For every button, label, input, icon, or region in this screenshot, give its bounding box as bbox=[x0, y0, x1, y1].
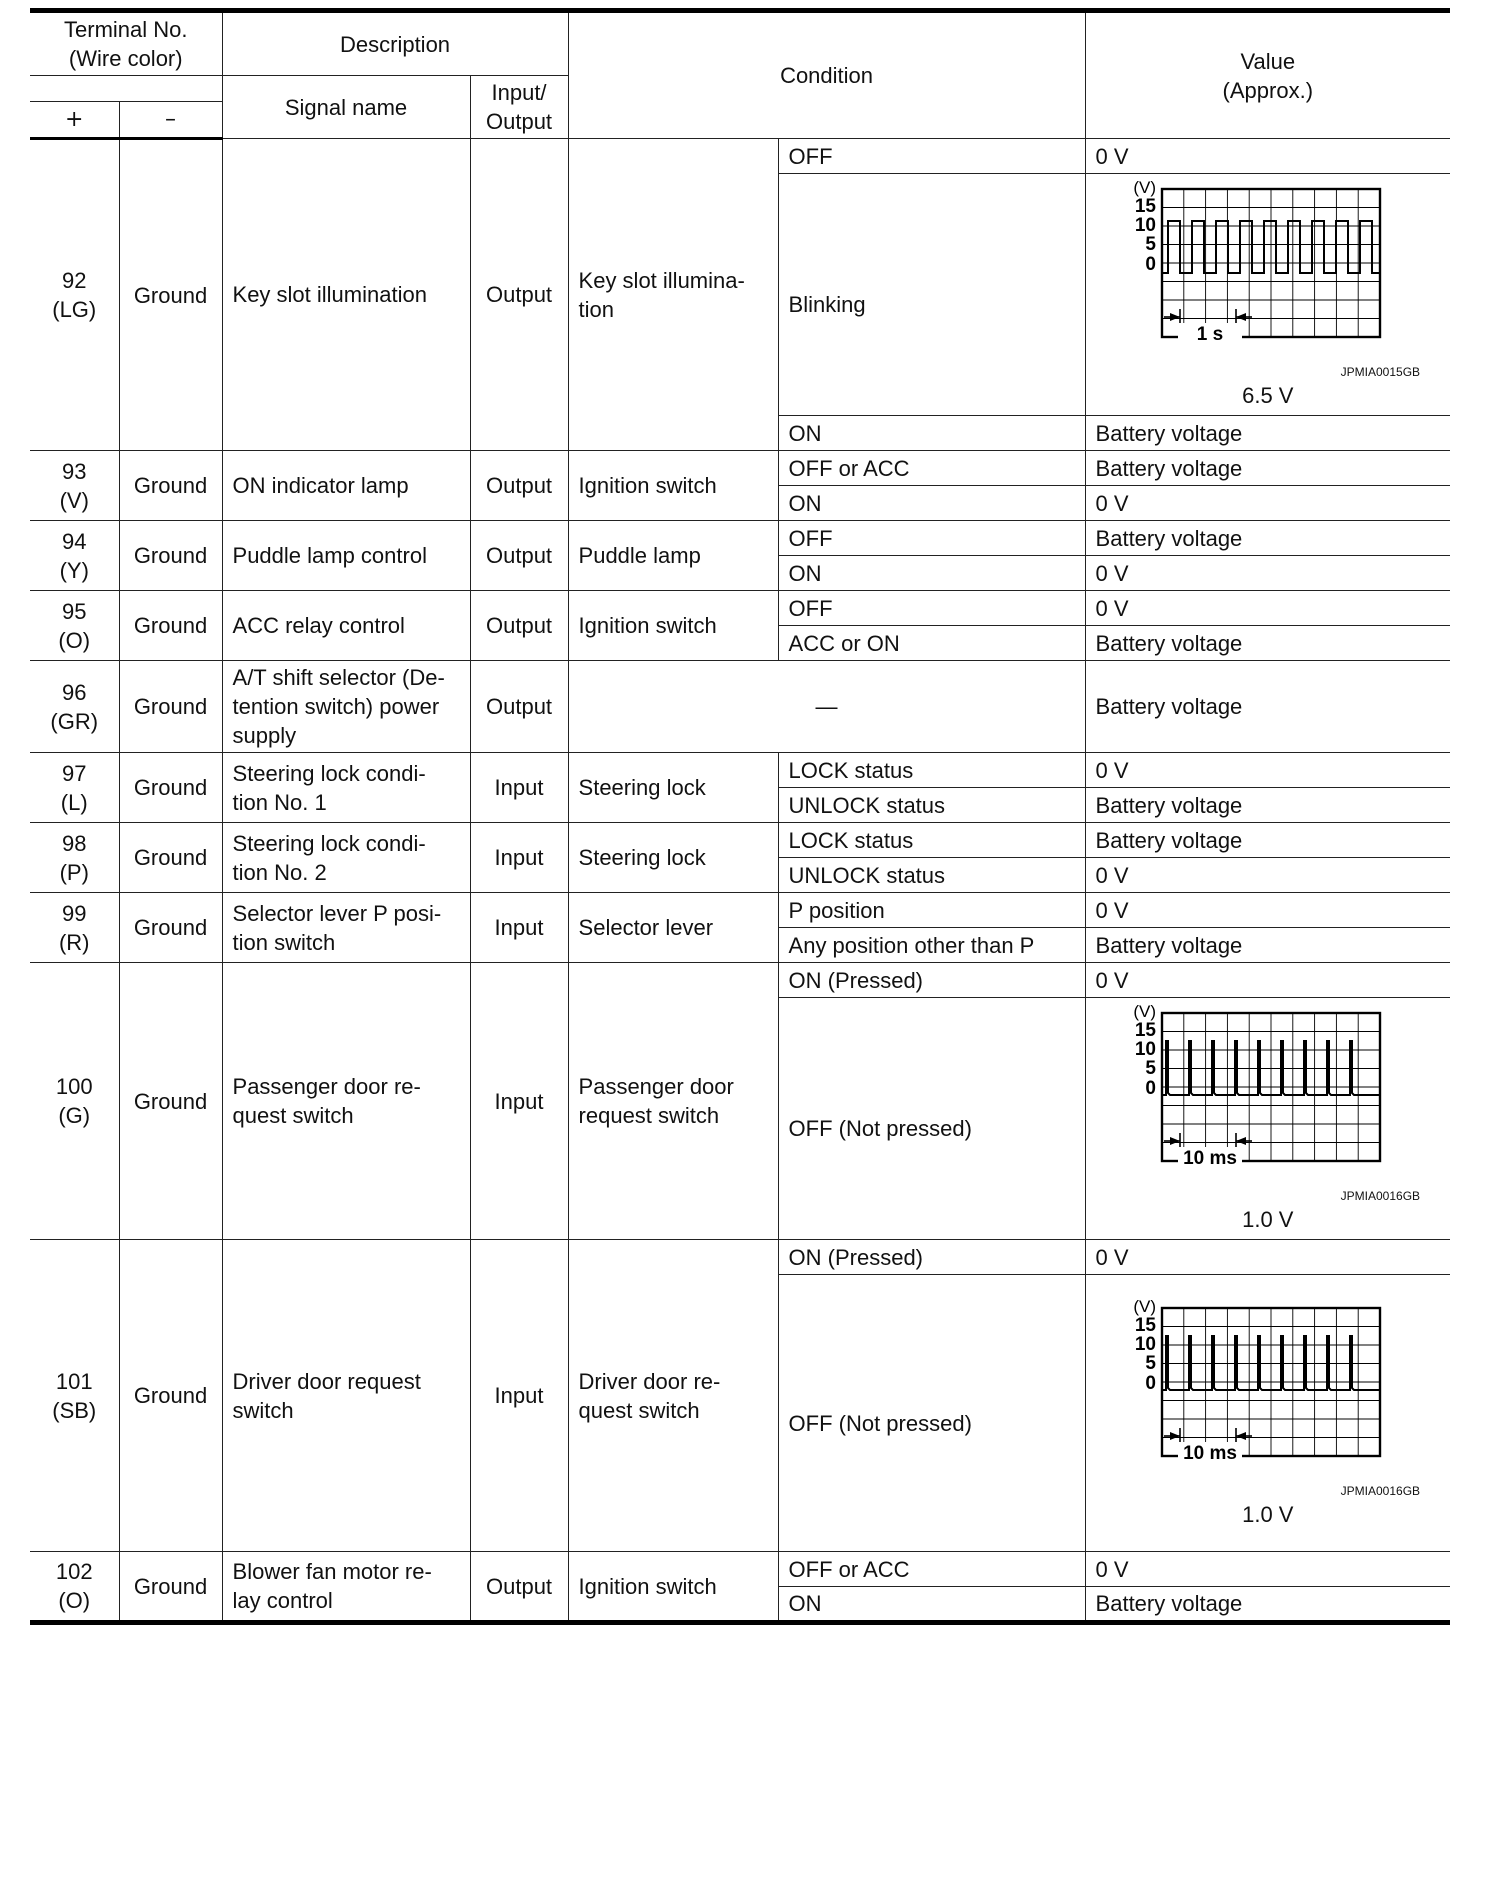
value-cell: 0 V bbox=[1085, 139, 1450, 174]
approx-label: (Approx.) bbox=[1222, 77, 1314, 103]
condition-cell: Selector lever bbox=[568, 893, 778, 963]
table-row bbox=[30, 1552, 1450, 1587]
io-cell: Input bbox=[470, 753, 568, 823]
terminal-number: 101 bbox=[55, 1368, 93, 1394]
waveform-value: 1.0 V bbox=[1242, 1207, 1294, 1232]
io-cell: Output bbox=[470, 521, 568, 591]
terminal-number: 95 bbox=[62, 598, 87, 624]
value-cell: 0 V bbox=[1085, 1552, 1450, 1587]
condition-cell: Ignition switch bbox=[568, 451, 778, 521]
wire-color: (G) bbox=[58, 1103, 91, 1128]
signal-name-header: Signal name bbox=[222, 76, 470, 139]
signal-name-cell: Passenger door re-quest switch bbox=[222, 963, 470, 1240]
waveform-y-tick: 15 bbox=[1134, 196, 1156, 217]
signal-name-cell: Driver door request switch bbox=[222, 1240, 470, 1552]
waveform-y-tick: 0 bbox=[1144, 254, 1156, 275]
io-cell: Input bbox=[470, 893, 568, 963]
wire-color: (R) bbox=[58, 929, 90, 955]
terminal-cell bbox=[30, 753, 119, 823]
minus-terminal-cell: Ground bbox=[119, 963, 222, 1240]
value-cell bbox=[1085, 1275, 1450, 1552]
minus-header: – bbox=[119, 101, 222, 138]
value-cell: 0 V bbox=[1085, 1240, 1450, 1275]
table-row bbox=[30, 1240, 1450, 1275]
condition-header: Condition bbox=[568, 11, 1085, 139]
wire-color: (GR) bbox=[50, 708, 99, 734]
waveform-y-tick: 0 bbox=[1144, 1372, 1156, 1394]
terminal-number: 96 bbox=[62, 679, 87, 705]
value-cell: Battery voltage bbox=[1085, 823, 1450, 858]
value-cell bbox=[1085, 174, 1450, 416]
condition-cell: Puddle lamp bbox=[568, 521, 778, 591]
value-label: Value bbox=[1240, 48, 1296, 74]
terminal-cell bbox=[30, 823, 119, 893]
wire-color: (V) bbox=[59, 487, 89, 513]
signal-name-cell: A/T shift selector (De-tention switch) power supply bbox=[222, 661, 470, 753]
io-cell: Input bbox=[470, 1240, 568, 1552]
wire-color: (O) bbox=[58, 627, 91, 653]
table-row bbox=[30, 823, 1450, 858]
table-row bbox=[30, 963, 1450, 998]
state-cell: ACC or ON bbox=[778, 626, 1085, 661]
waveform-value: 1.0 V bbox=[1242, 1501, 1294, 1527]
waveform-value: 6.5 V bbox=[1242, 383, 1294, 408]
time-arrow-head bbox=[1236, 1432, 1246, 1440]
minus-terminal-cell: Ground bbox=[119, 451, 222, 521]
minus-terminal-cell: Ground bbox=[119, 753, 222, 823]
terminal-cell bbox=[30, 893, 119, 963]
table-row bbox=[30, 893, 1450, 928]
condition-cell: Passenger door request switch bbox=[568, 963, 778, 1240]
terminal-cell bbox=[30, 661, 119, 753]
state-cell: ON bbox=[778, 556, 1085, 591]
waveform-graph bbox=[1122, 1298, 1382, 1478]
waveform-y-tick: 10 bbox=[1134, 1333, 1156, 1355]
state-cell: LOCK status bbox=[778, 823, 1085, 858]
signal-name-cell: Selector lever P posi-tion switch bbox=[222, 893, 470, 963]
signal-name-cell: Blower fan motor re-lay control bbox=[222, 1552, 470, 1623]
value-cell: 0 V bbox=[1085, 556, 1450, 591]
time-scale-label: 10 ms bbox=[1182, 1148, 1237, 1169]
terminal-number: 93 bbox=[62, 458, 87, 484]
signal-name-cell: Steering lock condi-tion No. 2 bbox=[222, 823, 470, 893]
terminal-cell bbox=[30, 1240, 119, 1552]
table-row bbox=[30, 661, 1450, 753]
state-cell: OFF or ACC bbox=[778, 451, 1085, 486]
state-cell: OFF bbox=[778, 521, 1085, 556]
figure-code: JPMIA0016GB bbox=[1340, 1483, 1421, 1498]
value-cell: 0 V bbox=[1085, 753, 1450, 788]
terminal-cell bbox=[30, 521, 119, 591]
waveform-y-tick: 10 bbox=[1134, 215, 1156, 236]
value-cell: Battery voltage bbox=[1085, 451, 1450, 486]
signal-name-cell: ACC relay control bbox=[222, 591, 470, 661]
wire-color: (SB) bbox=[52, 1397, 97, 1423]
minus-terminal-cell: Ground bbox=[119, 823, 222, 893]
time-arrow-head bbox=[1170, 1432, 1180, 1440]
state-cell: LOCK status bbox=[778, 753, 1085, 788]
value-cell: 0 V bbox=[1085, 963, 1450, 998]
table-row bbox=[30, 591, 1450, 626]
figure-code: JPMIA0015GB bbox=[1340, 365, 1421, 379]
value-cell: Battery voltage bbox=[1085, 661, 1450, 753]
state-cell: Any position other than P bbox=[778, 928, 1085, 963]
terminal-no-label: Terminal No. bbox=[64, 17, 188, 42]
state-cell: OFF (Not pressed) bbox=[778, 1275, 1085, 1552]
time-scale-label: 10 ms bbox=[1182, 1442, 1237, 1464]
signal-name-cell: Puddle lamp control bbox=[222, 521, 470, 591]
condition-cell: Key slot illumina-tion bbox=[568, 139, 778, 451]
minus-terminal-cell: Ground bbox=[119, 591, 222, 661]
value-cell: 0 V bbox=[1085, 893, 1450, 928]
io-label-2: Output bbox=[486, 109, 553, 134]
condition-cell: Ignition switch bbox=[568, 1552, 778, 1623]
value-cell: Battery voltage bbox=[1085, 416, 1450, 451]
minus-terminal-cell: Ground bbox=[119, 521, 222, 591]
value-cell: Battery voltage bbox=[1085, 521, 1450, 556]
minus-terminal-cell: Ground bbox=[119, 661, 222, 753]
terminal-cell bbox=[30, 1552, 119, 1623]
wire-color: (O) bbox=[58, 1588, 91, 1613]
terminal-cell bbox=[30, 963, 119, 1240]
value-cell: Battery voltage bbox=[1085, 626, 1450, 661]
state-cell: OFF or ACC bbox=[778, 1552, 1085, 1587]
terminal-number: 99 bbox=[62, 900, 87, 926]
minus-terminal-cell: Ground bbox=[119, 139, 222, 451]
waveform-y-tick: 5 bbox=[1144, 1058, 1156, 1079]
terminal-number: 94 bbox=[62, 528, 87, 554]
minus-terminal-cell: Ground bbox=[119, 1552, 222, 1623]
value-cell: 0 V bbox=[1085, 486, 1450, 521]
waveform-y-tick: 15 bbox=[1134, 1020, 1156, 1041]
state-cell: UNLOCK status bbox=[778, 858, 1085, 893]
terminal-header-spacer bbox=[30, 76, 222, 102]
waveform-y-tick: 15 bbox=[1134, 1314, 1156, 1336]
value-cell: 0 V bbox=[1085, 591, 1450, 626]
io-label-1: Input/ bbox=[491, 80, 547, 105]
terminal-spec-table bbox=[30, 8, 1450, 1625]
wire-color: (Y) bbox=[59, 557, 89, 583]
io-cell: Output bbox=[470, 1552, 568, 1623]
wire-color: (P) bbox=[59, 859, 89, 885]
terminal-cell bbox=[30, 591, 119, 661]
terminal-number: 102 bbox=[55, 1559, 93, 1584]
condition-cell: Steering lock bbox=[568, 823, 778, 893]
state-cell: ON bbox=[778, 486, 1085, 521]
io-cell: Input bbox=[470, 823, 568, 893]
terminal-no-header bbox=[30, 11, 222, 76]
state-cell: Blinking bbox=[778, 174, 1085, 416]
minus-terminal-cell: Ground bbox=[119, 1240, 222, 1552]
io-cell: Input bbox=[470, 963, 568, 1240]
io-header bbox=[470, 76, 568, 139]
signal-name-cell: Steering lock condi-tion No. 1 bbox=[222, 753, 470, 823]
signal-name-cell: ON indicator lamp bbox=[222, 451, 470, 521]
table-row bbox=[30, 753, 1450, 788]
time-scale-label: 1 s bbox=[1196, 324, 1223, 345]
waveform-graph bbox=[1122, 1003, 1382, 1183]
state-cell: ON (Pressed) bbox=[778, 963, 1085, 998]
waveform-y-tick: 0 bbox=[1144, 1078, 1156, 1099]
terminal-cell bbox=[30, 451, 119, 521]
state-cell: OFF bbox=[778, 591, 1085, 626]
terminal-number: 92 bbox=[62, 268, 87, 293]
condition-cell: — bbox=[568, 661, 1085, 753]
terminal-number: 100 bbox=[55, 1074, 93, 1099]
state-cell: UNLOCK status bbox=[778, 788, 1085, 823]
time-arrow-head bbox=[1236, 313, 1246, 321]
table-header bbox=[30, 11, 1450, 139]
condition-cell: Driver door re-quest switch bbox=[568, 1240, 778, 1552]
io-cell: Output bbox=[470, 591, 568, 661]
table-row bbox=[30, 451, 1450, 486]
minus-terminal-cell: Ground bbox=[119, 893, 222, 963]
terminal-number: 97 bbox=[62, 760, 87, 786]
waveform-y-tick: 5 bbox=[1144, 1352, 1156, 1374]
value-header bbox=[1085, 11, 1450, 139]
value-cell: Battery voltage bbox=[1085, 788, 1450, 823]
waveform-y-unit: (V) bbox=[1132, 1003, 1156, 1021]
io-cell: Output bbox=[470, 139, 568, 451]
terminal-number: 98 bbox=[62, 830, 87, 856]
condition-cell: Steering lock bbox=[568, 753, 778, 823]
value-cell: Battery voltage bbox=[1085, 1587, 1450, 1623]
figure-code: JPMIA0016GB bbox=[1340, 1189, 1421, 1203]
table-row bbox=[30, 139, 1450, 174]
description-header: Description bbox=[222, 11, 568, 76]
state-cell: P position bbox=[778, 893, 1085, 928]
time-arrow-head bbox=[1170, 1137, 1180, 1145]
io-cell: Output bbox=[470, 661, 568, 753]
table-body bbox=[30, 139, 1450, 1623]
io-cell: Output bbox=[470, 451, 568, 521]
signal-name-cell: Key slot illumination bbox=[222, 139, 470, 451]
state-cell: ON bbox=[778, 416, 1085, 451]
wire-color: (LG) bbox=[52, 297, 97, 322]
waveform-y-unit: (V) bbox=[1132, 1297, 1156, 1316]
state-cell: ON (Pressed) bbox=[778, 1240, 1085, 1275]
waveform-graph bbox=[1122, 179, 1382, 359]
value-cell: Battery voltage bbox=[1085, 928, 1450, 963]
value-cell bbox=[1085, 998, 1450, 1240]
time-arrow-head bbox=[1236, 1137, 1246, 1145]
waveform-y-tick: 10 bbox=[1134, 1039, 1156, 1060]
waveform-y-tick: 5 bbox=[1144, 234, 1156, 255]
condition-cell: Ignition switch bbox=[568, 591, 778, 661]
table-row bbox=[30, 521, 1450, 556]
wire-color-label: (Wire color) bbox=[68, 46, 183, 71]
plus-header: + bbox=[30, 101, 119, 138]
state-cell: OFF bbox=[778, 139, 1085, 174]
time-arrow-head bbox=[1170, 313, 1180, 321]
state-cell: OFF (Not pressed) bbox=[778, 998, 1085, 1240]
terminal-cell bbox=[30, 139, 119, 451]
value-cell: 0 V bbox=[1085, 858, 1450, 893]
wire-color: (L) bbox=[60, 789, 88, 815]
waveform-y-unit: (V) bbox=[1132, 179, 1156, 197]
state-cell: ON bbox=[778, 1587, 1085, 1623]
